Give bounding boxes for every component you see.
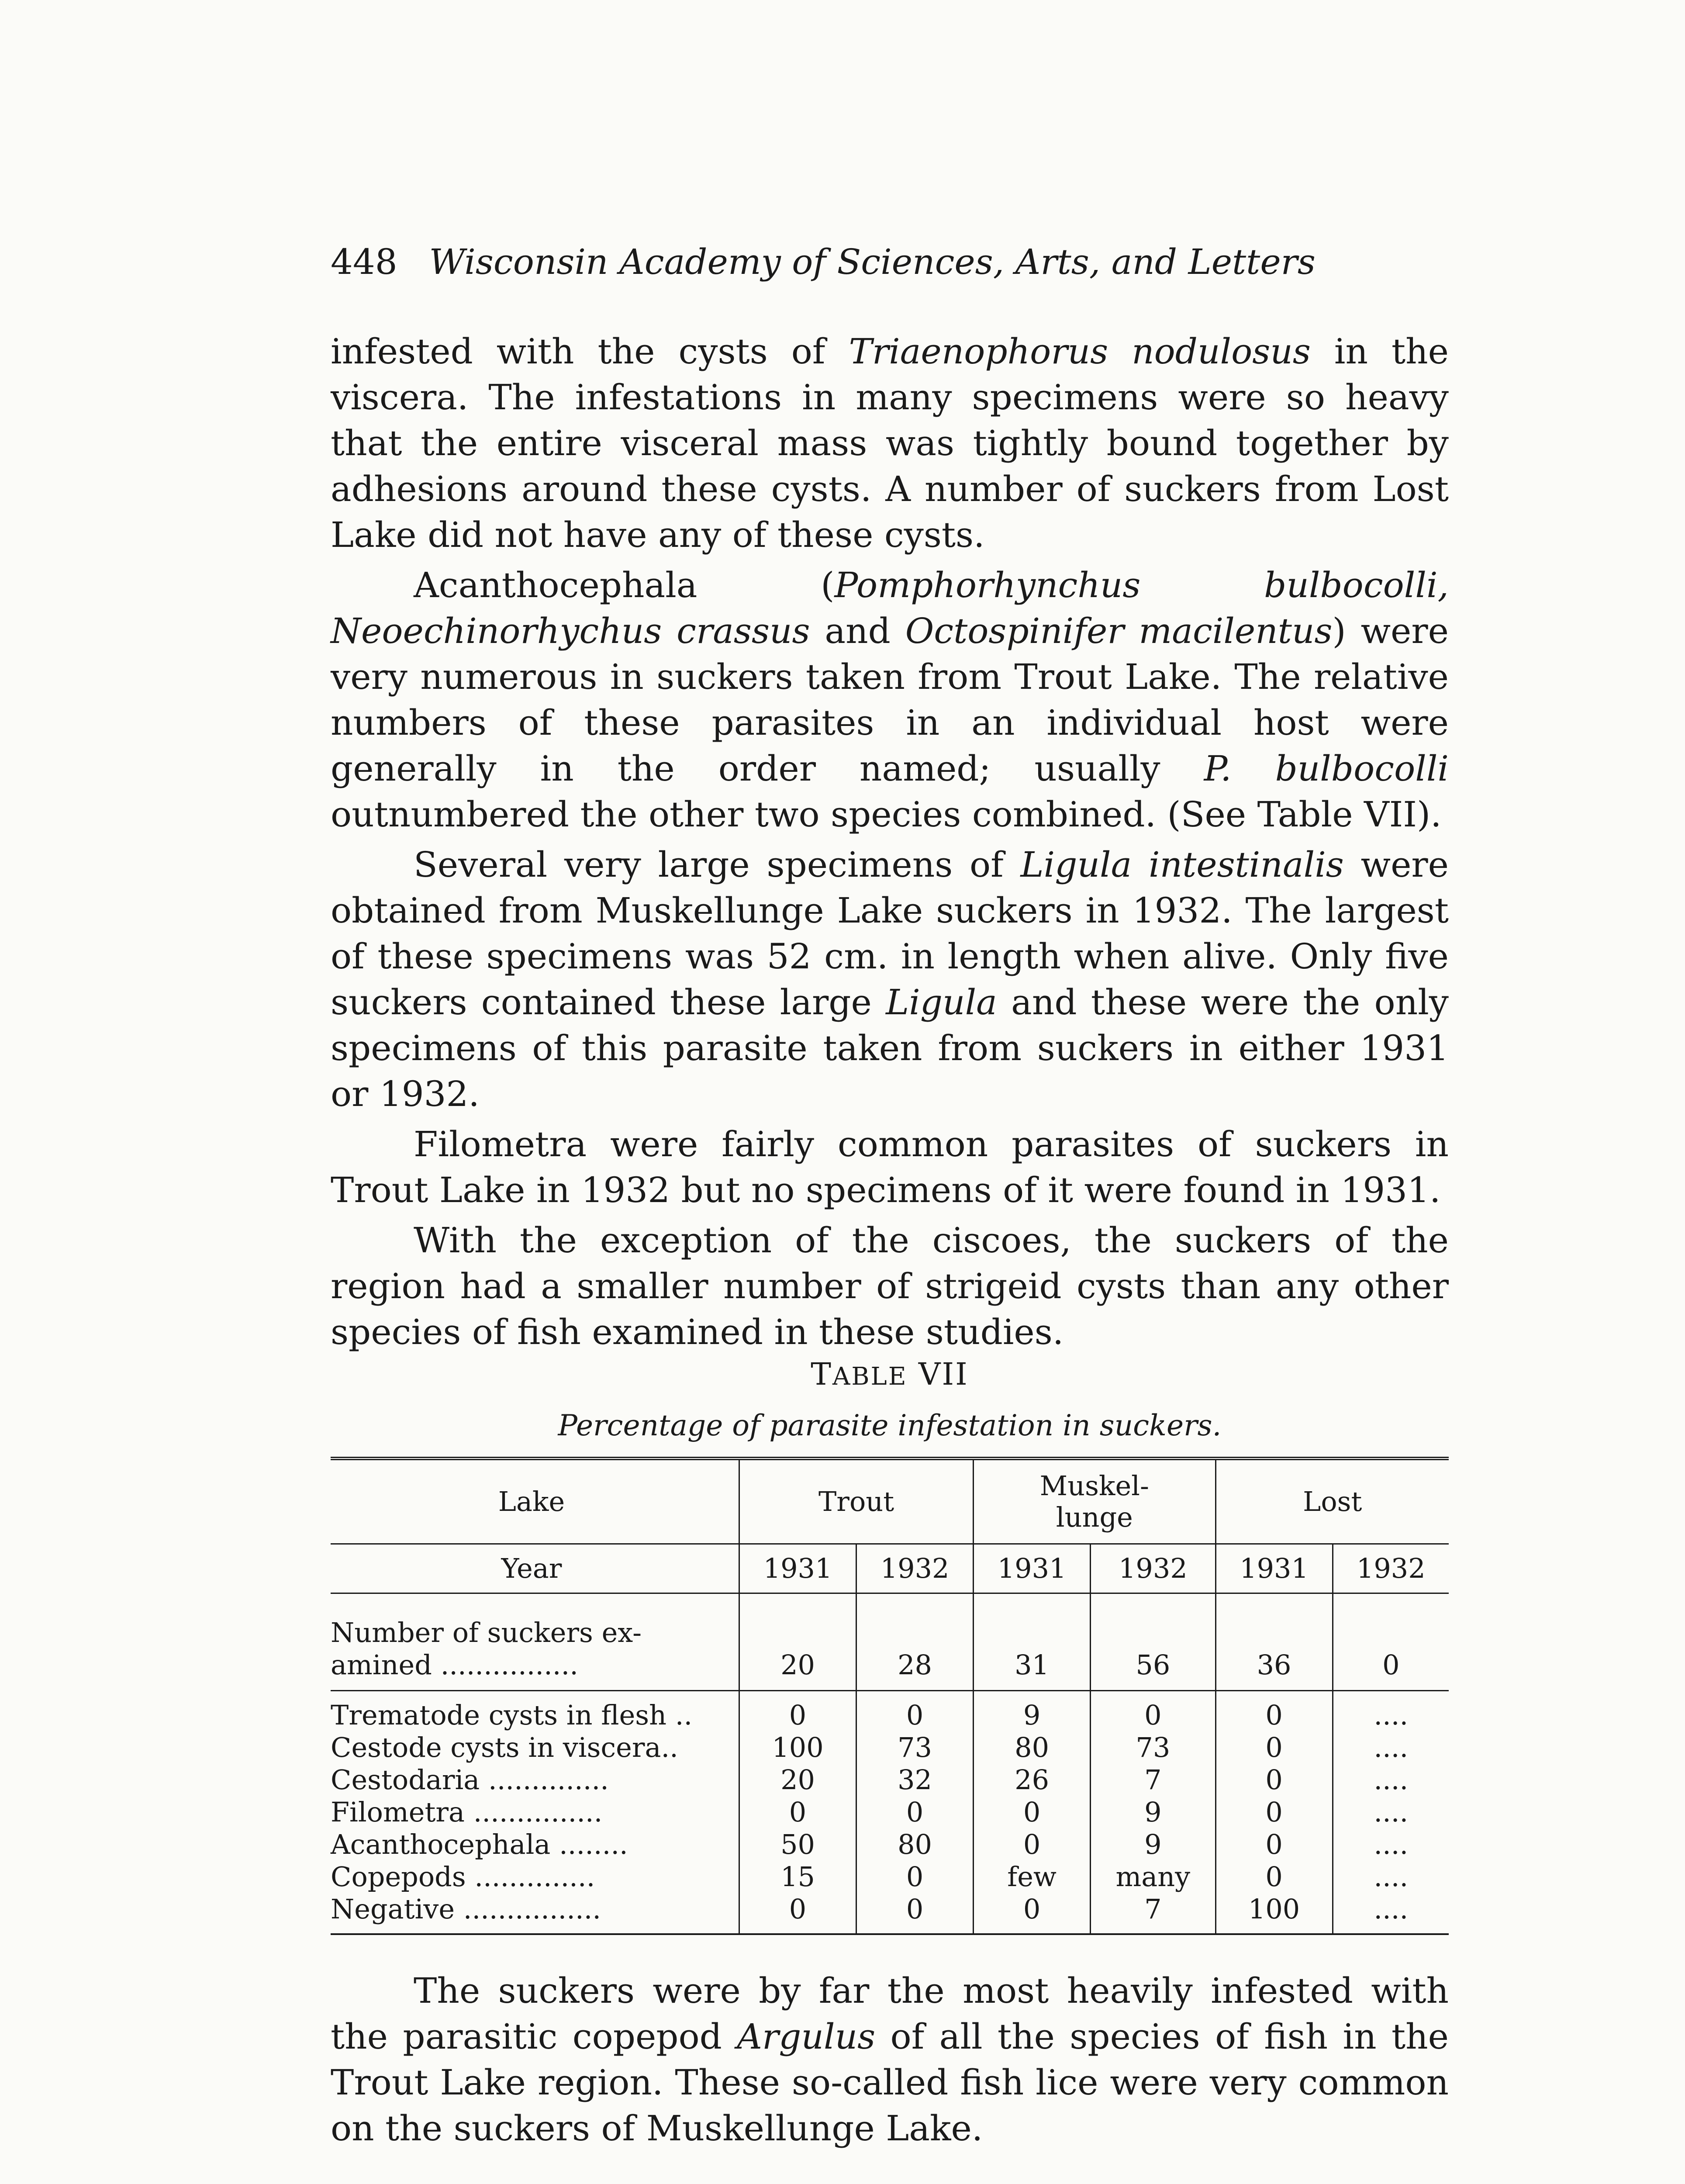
parasite-labels: Trematode cysts in flesh .. Cestode cysts in viscera.. Cestodaria .............. Filometra ............... Acanthocephala ........ Copepods .............. Negative ................ — [331, 1699, 693, 1925]
text-run: infested with the cysts of — [331, 331, 849, 372]
year-cell: 1931 — [974, 1544, 1091, 1593]
table-subtitle: Percentage of parasite infestation in suckers. — [558, 1409, 1222, 1442]
examined-cell: 20 — [739, 1593, 856, 1691]
paragraph — [331, 1968, 1449, 2151]
text-run: were obtained from Muskellunge Lake suckers in 1932. The largest of these specimens was 52 cm. in length when alive. Only five suckers contained these large — [331, 844, 1449, 1023]
year-label: Year — [331, 1544, 739, 1593]
examined-row — [331, 1593, 1449, 1691]
lake-header: Muskel- lunge — [974, 1458, 1215, 1544]
examined-cell: 0 — [1333, 1593, 1449, 1691]
year-cell: 1931 — [739, 1544, 856, 1593]
year-cell: 1931 — [1215, 1544, 1333, 1593]
paragraph — [331, 842, 1449, 1117]
year-row — [331, 1544, 1449, 1593]
text-run: Acanthocephala ( — [414, 565, 835, 605]
paragraph — [331, 1121, 1449, 1213]
paragraph — [331, 562, 1449, 837]
journal-title: Wisconsin Academy of Sciences, Arts, and Letters — [429, 242, 1316, 282]
text-run: With the exception of the ciscoes, the suckers of the region had a smaller number of strigeid cysts than any other species of fish examined in these studies. — [331, 1220, 1449, 1352]
italic-text: Octospinifer macilentus — [905, 611, 1333, 651]
text-run: The suckers were by far the most heavily infested with the parasitic copepod — [331, 1970, 1449, 2057]
running-header — [331, 242, 1449, 282]
data-column: 0 73 7 9 9 many 7 — [1091, 1691, 1215, 1935]
table-header-row — [331, 1458, 1449, 1544]
text-run: outnumbered the other two species combined. (See Table VII). — [331, 794, 1442, 835]
year-cell: 1932 — [856, 1544, 974, 1593]
examined-cell: 31 — [974, 1593, 1091, 1691]
italic-text: Ligula intestinalis — [1020, 844, 1344, 885]
paragraph — [331, 1217, 1449, 1355]
table-title: TABLE VII — [811, 1356, 969, 1392]
data-column: 0 0 0 0 0 0 100 — [1215, 1691, 1333, 1935]
text-run: of all the species of fish in the Trout Lake region. These so-called fish lice were very common on the suckers of Muskellunge Lake. — [331, 2016, 1449, 2149]
examined-cell: 56 — [1091, 1593, 1215, 1691]
data-column: 0 73 32 0 80 0 0 — [856, 1691, 974, 1935]
parasite-table — [331, 1457, 1449, 1935]
text-block-upper — [331, 328, 1449, 1355]
examined-cell: 36 — [1215, 1593, 1333, 1691]
italic-text: Ligula — [886, 982, 997, 1023]
data-column: 0 100 20 0 50 15 0 — [739, 1691, 856, 1935]
page-number: 448 — [331, 242, 397, 282]
text-run: and — [810, 611, 905, 651]
lake-header: Lost — [1215, 1458, 1449, 1544]
italic-text: P. bulbocolli — [1204, 748, 1449, 789]
italic-text: Pomphorhynchus bulbocolli, Neoechinorhychus crassus — [331, 565, 1449, 651]
text-run: and these were the only specimens of this parasite taken from suckers in either 1931 or 1932. — [331, 982, 1449, 1114]
year-cell: 1932 — [1091, 1544, 1215, 1593]
text-run: ) were very numerous in suckers taken from Trout Lake. The relative numbers of these parasites in an individual host were generally in the order named; usually — [331, 611, 1449, 789]
lake-label: Lake — [498, 1486, 565, 1517]
text-block-lower — [331, 1968, 1449, 2151]
text-run: in the viscera. The infestations in many specimens were so heavy that the entire visceral mass was tightly bound together by adhesions around these cysts. A number of suckers from Lost Lake did not have any of these cysts. — [331, 331, 1449, 555]
text-run: Several very large specimens of — [414, 844, 1021, 885]
data-column: 9 80 26 0 0 few 0 — [974, 1691, 1091, 1935]
text-run: Filometra were fairly common parasites of suckers in Trout Lake in 1932 but no specimens of it were found in 1931. — [331, 1124, 1449, 1210]
italic-text: Argulus — [737, 2016, 876, 2057]
lake-header: Trout — [739, 1458, 974, 1544]
year-cell: 1932 — [1333, 1544, 1449, 1593]
infestation-rows — [331, 1691, 1449, 1935]
italic-text: Triaenophorus nodulosus — [849, 331, 1311, 372]
data-column: .... .... .... .... .... .... .... — [1333, 1691, 1449, 1935]
examined-label: Number of suckers ex- amined ................ — [331, 1593, 739, 1691]
examined-cell: 28 — [856, 1593, 974, 1691]
paragraph — [331, 328, 1449, 558]
